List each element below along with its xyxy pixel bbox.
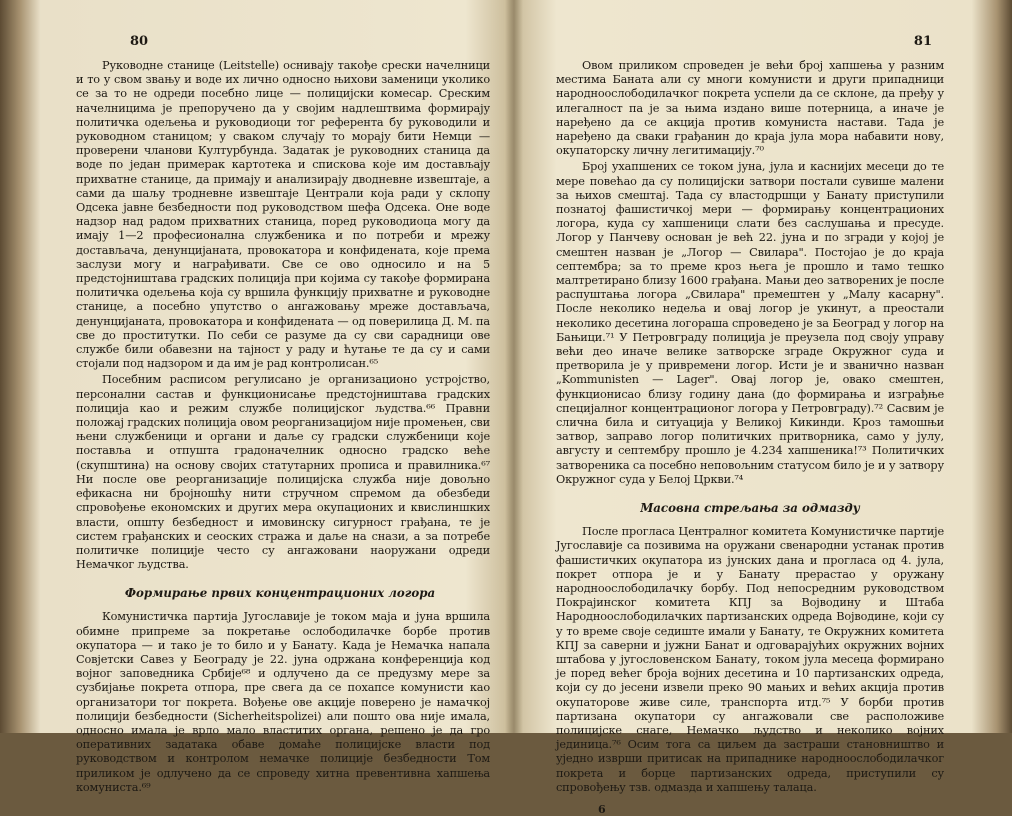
right-page (522, 0, 992, 816)
section-heading: Масовна стрељања за одмазду (640, 501, 860, 516)
paragraph: Посебним расписом регулисано је организационо устројство, персонални састав и функционисање предстојништава градских полиција као и режим службе полицијског људства.⁶⁶ Правни положај градских полиција овом реорганизацијом није промењен, сви њени службеници и органи и даље су градски службеници које поставља и отпушта градоначелник односно градско веће (скупштина) на основу својих статутарних прописа и правилника.⁶⁷ Ни после ове реорганизације полицијска служба није довољно ефикасна ни бројношћу нити стручном спремом да обезбеди спровођење економских и других мера окупационих и квислиншких власти, општу безбедност и имовинску сигурност грађана, те је систем грађанских и сеоских стража и даље на снази, а за потребе политичке полиције често су ангажовани наоружани одреди Немачког људства. (76, 373, 490, 572)
left-page (18, 0, 510, 794)
paragraph: Овом приликом спроведен је већи број хапшења у разним местима Баната али су многи комунисти и други припадници народноослободилачког покрета успели да се склоне, да пређу у илегалност па је за њима издано више потерница, а иначе је наређено да се акција против комуниста настави. Тада је наређено да сваки грађанин до краја јула мора набавити нову, окупаторску личну легитимацију.⁷⁰ (556, 59, 944, 158)
paragraph: Комунистичка партија Југославије је током маја и јуна вршила обимне припреме за покретање ослободилачке борбе против окупатора — и тако је то било и у Банату. Када је Немачка напала Совјетски Савез у Београду је 22. јуна одржана конференција код војног заповедника Србије⁶⁸ и одлучено да се предузму мере за сузбијање покрета отпора, пре свега да се похапсе комунисти као организатори тог покрета. Вођење ове акције поверено је намачкој полицији безбедности (Sicherheitspolizei) али пошто ова није имала, односно имала је врло мало властитих органа, решено је да гро оперативних задатака обаве домаће полицијске власти под руководством и контролом немачке полиције безбедности Том приликом је одлучено да се спроведу хитна превентивна хапшења комуниста.⁶⁹ (76, 610, 490, 794)
section-heading: Формирање првих концентрационих логора (124, 586, 436, 601)
page-number: 81 (913, 34, 932, 49)
page-number: 80 (130, 34, 149, 49)
printer-signature: 6 (598, 802, 606, 816)
book-gutter (505, 0, 523, 733)
paragraph: Број ухапшених се током јуна, јула и каснијих месеци до те мере повећао да су полицијски затвори постали сувише малени за њихов смештај. Тада су властодршци у Банату приступили познатој фашистичкој мери — формирању концентрационих логора, куда су хапшеници слати без саслушања и пресуде. Логор у Панчеву основан је већ 22. јуна и по згради у којој је смештен назван је „Логор — Свилара". Постојао је до краја септембра; за то преме кроз њега је прошло и тамо тешко малтретирано близу 1600 грађана. Мањи део затворених је после распуштања логора „Свилара" премештен у „Малу касарну". После неколико недеља и овај логор је укинут, а преостали неколико десетина логораша спроведено је за Београд у логор на Бањици.⁷¹ У Петровграду полиција је преузела под своју управу већи део иначе велике затворске зграде Окружног суда и претворила је у привремени логор. Исти је и званично назван „Kommunisten — Lager". Овај логор је, овако смештен, функционисао близу годину дана (до формирања и изграђње специјалног концентрационог логора у Петровграду).⁷² Сасвим је слична била и ситуација у Великој Кикинди. Кроз тамошњи затвор, заправо логор политичких притворника, само у јулу, августу и септембру прошло је 4.234 хапшеника!⁷³ Политичких затвореника са посебно неповољним статусом било је и у затвору Окружног суда у Белој Цркви.⁷⁴ (556, 160, 944, 486)
paragraph: Руководне станице (Leitstelle) оснивају такође срески начелници и то у свом звању и воде их лично односно њихови заменици уколико се за то не одреди посебно лице — полицијски комесар. Среским начелницима је препоручено да у својим надлештвима формирају политичка одељења и руководиоци тог референта бу руководили и руководном станицом; у сваком случају то морају бити Немци — проверени чланови Културбунда. Задатак је руководних станица да воде по један примерак картотека и спискова које им достављају прихватне станице, да примају и анализирају дводневне извештаје, а сами да шаљу тродневне извештаје Централи која ради у склопу Одсека јавне безбедности под руководством шефа Одсека. Оне воде надзор над радом прихватних станица, поред руководиоца могу да имају 1—2 професионална службеника и по потреби и мрежу достављача, денунцијаната, провокатора и конфидената, које према заслузи могу и награђивати. Све се ово односило и на 5 предстојништава градских полиција при којима су такође формирана политичка одељења која су вршила функцију прихватне и руководне станице, а посебно упутство о ангажовању мреже достављача, денунцијаната, провокатора и конфидената — од поверилица Д. М. па све до проститутки. По себи се разуме да су сви сарадници ове службе били обавезни на тајност у раду и ћутање те да су и сами стојали под надзором и да им је рад контролисан.⁶⁵ (76, 59, 490, 371)
paragraph: После прогласа Централног комитета Комунистичке партије Југославије са позивима на оружани свенародни устанак против фашистичких окупатора из јунских дана и прогласа од 4. јула, покрет отпора је и у Банату прерастао у оружану народноослободилачку борбу. Под непосредним руководством Покрајинског комитета КПЈ за Војводину и Штаба Народноослободилачких партизанских одреда Војводине, који су у то време своје седиште имали у Банату, те Окружних комитета КПЈ за саверни и јужни Банат и одговарајућих окружних војних штабова у југословенском Банату, током јула месеца формирано је поред већег броја војних десетина и 10 партизанских одреда, који су до јесени извели преко 90 мањих и већих акција против окупаторове живе силе, транспорта итд.⁷⁵ У борби против партизана окупатори су ангажовали све расположиве полицијске снаге, Немачко људство и неколико војних јединица.⁷⁶ Осим тога са циљем да застраши становништво и уједно изврши притисак на припаднике народноослободилачког покрета и борце партизанских одреда, приступили су спровођењу тзв. одмазда и хапшењу талаца. (556, 525, 944, 794)
